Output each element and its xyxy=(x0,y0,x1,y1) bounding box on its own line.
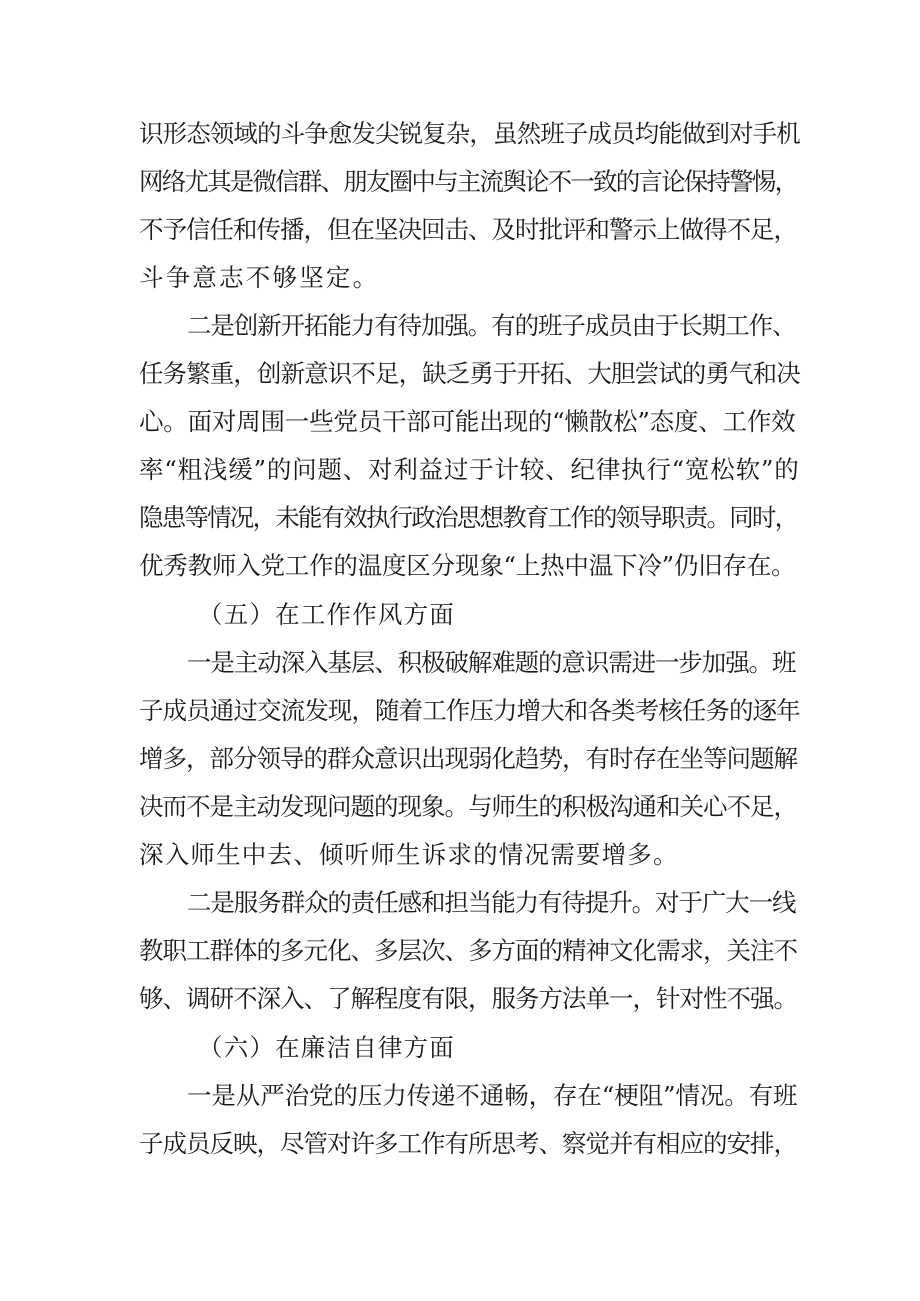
text-line: 识形态领域的斗争愈发尖锐复杂，虽然班子成员均能做到对手机 xyxy=(139,119,800,148)
text-line: 深入师生中去、倾听师生诉求的情况需要增多。 xyxy=(139,840,679,869)
text-line: 子成员通过交流发现，随着工作压力增大和各类考核任务的逐年 xyxy=(139,696,800,725)
text-line: 网络尤其是微信群、朋友圈中与主流舆论不一致的言论保持警惕， xyxy=(139,167,798,196)
text-line: 一是主动深入基层、积极破解难题的意识需进一步加强。班 xyxy=(187,648,796,677)
section-heading: （五）在工作作风方面 xyxy=(198,600,455,629)
text-line: 优秀教师入党工作的温度区分现象“上热中温下冷”仍旧存在。 xyxy=(139,551,796,580)
text-line: 决而不是主动发现问题的现象。与师生的积极沟通和关心不足， xyxy=(139,792,797,821)
text-line: 心。面对周围一些党员干部可能出现的“懒散松”态度、工作效 xyxy=(139,407,796,436)
text-line: 任务繁重，创新意识不足，缺乏勇于开拓、大胆尝试的勇气和决 xyxy=(139,359,800,388)
text-line: 二是创新开拓能力有待加强。有的班子成员由于长期工作、 xyxy=(187,311,796,340)
text-line: 够、调研不深入、了解程度有限，服务方法单一，针对性不强。 xyxy=(139,984,797,1013)
text-line: 增多，部分领导的群众意识出现弱化趋势，有时存在坐等问题解 xyxy=(139,744,797,773)
text-line: 隐患等情况，未能有效执行政治思想教育工作的领导职责。同时， xyxy=(139,503,798,532)
text-line: 一是从严治党的压力传递不通畅，存在“梗阻”情况。有班 xyxy=(187,1081,798,1110)
text-line: 率“粗浅缓”的问题、对利益过于计较、纪律执行“宽松软”的 xyxy=(139,455,800,484)
section-heading: （六）在廉洁自律方面 xyxy=(198,1033,455,1062)
text-line: 斗争意志不够坚定。 xyxy=(139,263,380,292)
text-line: 不予信任和传播，但在坚决回击、及时批评和警示上做得不足， xyxy=(139,215,797,244)
text-line: 教职工群体的多元化、多层次、多方面的精神文化需求，关注不 xyxy=(139,936,797,965)
text-line: 二是服务群众的责任感和担当能力有待提升。对于广大一线 xyxy=(187,888,796,917)
text-line: 子成员反映，尽管对许多工作有所思考、察觉并有相应的安排， xyxy=(139,1129,797,1158)
